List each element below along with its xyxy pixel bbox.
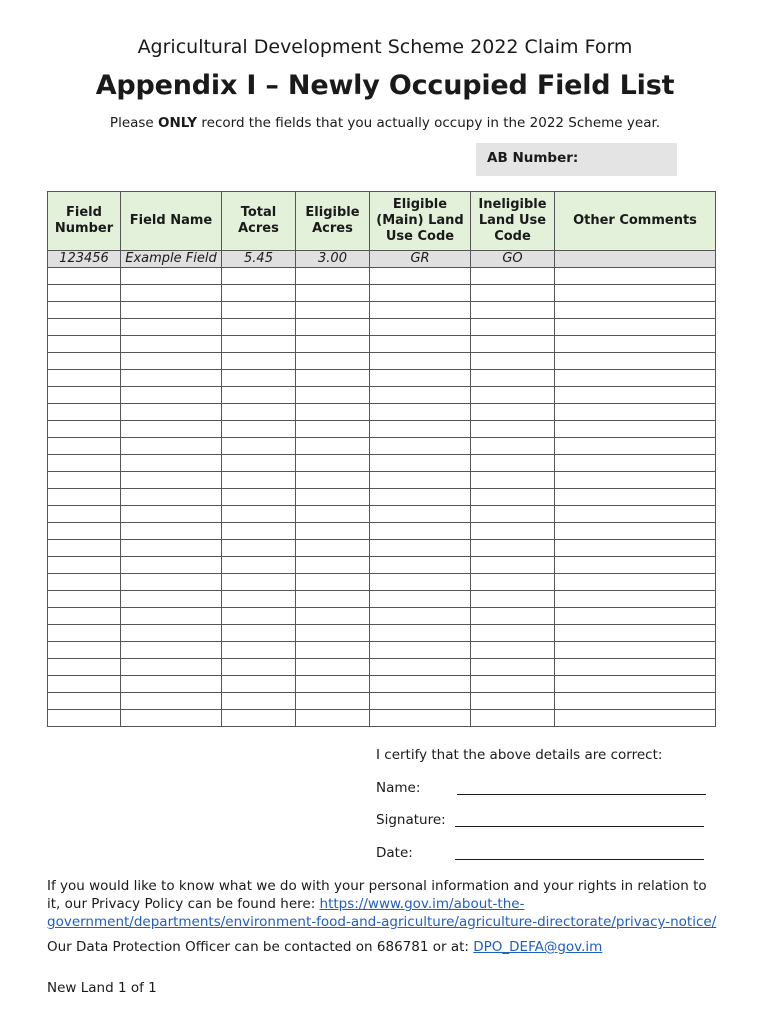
table-row <box>48 540 716 557</box>
table-row <box>48 591 716 608</box>
table-cell[interactable] <box>48 336 121 353</box>
table-cell[interactable] <box>555 574 716 591</box>
table-cell: Example Field <box>121 251 222 268</box>
table-cell[interactable] <box>222 336 296 353</box>
table-row <box>48 438 716 455</box>
table-row <box>48 710 716 727</box>
dpo-email-link[interactable]: DPO_DEFA@gov.im <box>473 939 603 955</box>
table-cell[interactable] <box>555 455 716 472</box>
table-cell[interactable] <box>222 268 296 285</box>
table-cell[interactable] <box>48 608 121 625</box>
table-cell[interactable] <box>48 421 121 438</box>
table-cell[interactable] <box>471 540 555 557</box>
table-cell[interactable] <box>370 353 471 370</box>
table-cell[interactable] <box>121 659 222 676</box>
table-cell[interactable] <box>471 693 555 710</box>
table-cell[interactable] <box>555 472 716 489</box>
table-cell[interactable] <box>471 370 555 387</box>
table-cell[interactable] <box>48 540 121 557</box>
table-cell[interactable] <box>222 574 296 591</box>
table-cell[interactable] <box>296 319 370 336</box>
table-cell[interactable] <box>370 489 471 506</box>
table-cell[interactable] <box>471 523 555 540</box>
certification-statement: I certify that the above details are correct: <box>376 747 663 763</box>
table-cell[interactable] <box>370 659 471 676</box>
table-cell[interactable] <box>222 676 296 693</box>
table-cell[interactable] <box>370 540 471 557</box>
table-cell[interactable] <box>222 455 296 472</box>
table-cell[interactable] <box>222 404 296 421</box>
table-cell[interactable] <box>48 438 121 455</box>
table-cell[interactable] <box>370 625 471 642</box>
table-cell[interactable] <box>296 353 370 370</box>
table-cell[interactable] <box>471 455 555 472</box>
signature-label: Signature: <box>376 812 446 828</box>
table-row <box>48 574 716 591</box>
table-row <box>48 608 716 625</box>
table-header-row <box>48 192 716 251</box>
table-cell[interactable] <box>370 676 471 693</box>
table-cell[interactable] <box>555 336 716 353</box>
table-row <box>48 336 716 353</box>
table-cell[interactable] <box>48 659 121 676</box>
table-row <box>48 455 716 472</box>
table-cell[interactable] <box>222 370 296 387</box>
table-cell[interactable] <box>48 489 121 506</box>
table-cell[interactable] <box>121 302 222 319</box>
table-cell[interactable] <box>471 438 555 455</box>
table-row <box>48 353 716 370</box>
table-cell[interactable] <box>222 608 296 625</box>
table-cell[interactable] <box>222 302 296 319</box>
table-cell[interactable] <box>555 625 716 642</box>
table-cell[interactable] <box>222 438 296 455</box>
table-cell[interactable] <box>471 353 555 370</box>
table-cell[interactable] <box>121 591 222 608</box>
table-cell[interactable] <box>48 693 121 710</box>
table-cell[interactable] <box>370 285 471 302</box>
field-list-table <box>47 191 716 727</box>
table-cell[interactable] <box>555 302 716 319</box>
table-cell[interactable] <box>121 285 222 302</box>
privacy-notice <box>47 877 717 931</box>
table-cell[interactable] <box>471 591 555 608</box>
ab-number-label: AB Number: <box>487 150 579 166</box>
table-cell[interactable] <box>121 676 222 693</box>
table-cell[interactable] <box>121 370 222 387</box>
table-cell[interactable] <box>296 523 370 540</box>
table-cell[interactable] <box>121 574 222 591</box>
table-cell[interactable] <box>370 591 471 608</box>
dpo-contact <box>47 939 602 955</box>
table-cell[interactable] <box>48 557 121 574</box>
table-cell[interactable] <box>370 404 471 421</box>
table-cell[interactable] <box>370 387 471 404</box>
table-cell[interactable] <box>121 472 222 489</box>
dpo-text: Our Data Protection Officer can be contacted on 686781 or at: <box>47 939 474 955</box>
table-cell[interactable] <box>555 676 716 693</box>
table-cell[interactable] <box>121 421 222 438</box>
table-row <box>48 523 716 540</box>
table-cell[interactable] <box>471 557 555 574</box>
table-cell[interactable] <box>48 302 121 319</box>
example-row <box>48 251 716 268</box>
table-cell[interactable] <box>48 353 121 370</box>
table-cell[interactable] <box>121 693 222 710</box>
table-cell[interactable] <box>121 438 222 455</box>
table-cell[interactable] <box>555 642 716 659</box>
table-cell[interactable] <box>555 659 716 676</box>
table-cell[interactable] <box>296 489 370 506</box>
table-cell[interactable] <box>471 404 555 421</box>
table-cell[interactable] <box>48 472 121 489</box>
table-row <box>48 625 716 642</box>
table-cell[interactable] <box>222 285 296 302</box>
table-row <box>48 370 716 387</box>
table-cell[interactable] <box>296 676 370 693</box>
table-cell[interactable] <box>222 540 296 557</box>
table-cell[interactable] <box>555 489 716 506</box>
name-label: Name: <box>376 780 421 796</box>
table-cell[interactable] <box>296 710 370 727</box>
table-cell[interactable] <box>471 302 555 319</box>
table-cell[interactable] <box>222 557 296 574</box>
table-cell[interactable] <box>296 574 370 591</box>
table-cell[interactable] <box>296 625 370 642</box>
table-cell[interactable] <box>121 319 222 336</box>
instruction-emphasis: ONLY <box>158 115 198 131</box>
table-cell[interactable] <box>296 642 370 659</box>
table-row <box>48 472 716 489</box>
privacy-policy-link[interactable]: https://www.gov.im/about-the-government/departments/environment-food-and-agriculture/agriculture-directorate/privacy-notice/ <box>47 896 717 930</box>
column-header: Ineligible Land Use Code <box>471 192 555 251</box>
table-cell[interactable] <box>471 608 555 625</box>
table-cell[interactable] <box>222 421 296 438</box>
table-cell[interactable] <box>555 370 716 387</box>
table-cell[interactable] <box>370 506 471 523</box>
table-cell[interactable] <box>48 387 121 404</box>
table-cell[interactable] <box>121 523 222 540</box>
table-cell[interactable] <box>222 523 296 540</box>
table-cell[interactable] <box>471 642 555 659</box>
date-label: Date: <box>376 845 413 861</box>
table-cell[interactable] <box>370 710 471 727</box>
table-cell[interactable] <box>296 438 370 455</box>
column-header: Field Number <box>48 192 121 251</box>
table-cell[interactable] <box>555 387 716 404</box>
table-cell[interactable] <box>296 336 370 353</box>
table-cell[interactable] <box>370 472 471 489</box>
instruction-text <box>0 115 770 131</box>
table-cell[interactable] <box>555 540 716 557</box>
table-cell[interactable] <box>121 540 222 557</box>
table-cell[interactable] <box>370 523 471 540</box>
table-cell[interactable] <box>296 455 370 472</box>
table-cell[interactable] <box>296 591 370 608</box>
table-cell[interactable] <box>48 370 121 387</box>
table-cell[interactable] <box>48 523 121 540</box>
table-cell[interactable] <box>555 285 716 302</box>
table-cell[interactable] <box>370 608 471 625</box>
table-cell[interactable] <box>471 336 555 353</box>
table-row <box>48 285 716 302</box>
table-row <box>48 659 716 676</box>
table-cell[interactable] <box>370 268 471 285</box>
table-row <box>48 387 716 404</box>
table-cell[interactable] <box>370 370 471 387</box>
table-cell[interactable] <box>48 268 121 285</box>
table-cell[interactable] <box>555 353 716 370</box>
table-cell[interactable] <box>370 557 471 574</box>
table-cell[interactable] <box>555 591 716 608</box>
table-row <box>48 421 716 438</box>
table-cell[interactable] <box>555 608 716 625</box>
table-cell[interactable] <box>471 710 555 727</box>
table-cell[interactable] <box>555 268 716 285</box>
table-cell[interactable] <box>296 659 370 676</box>
table-row <box>48 404 716 421</box>
table-cell[interactable] <box>555 557 716 574</box>
table-row <box>48 557 716 574</box>
name-input-line[interactable] <box>457 794 706 795</box>
ab-number-field[interactable] <box>476 143 677 176</box>
table-cell[interactable] <box>48 455 121 472</box>
table-cell[interactable] <box>121 625 222 642</box>
table-cell[interactable] <box>121 353 222 370</box>
table-cell[interactable] <box>471 285 555 302</box>
table-cell[interactable] <box>121 489 222 506</box>
table-cell[interactable] <box>370 642 471 659</box>
privacy-text: If you would like to know what we do with your personal information and your rights in relation to it, our Privacy Policy can be found here: <box>47 878 707 912</box>
table-cell[interactable] <box>555 506 716 523</box>
table-cell[interactable] <box>222 387 296 404</box>
table-cell[interactable] <box>48 319 121 336</box>
table-cell[interactable] <box>471 506 555 523</box>
table-cell[interactable] <box>222 710 296 727</box>
table-cell[interactable] <box>121 336 222 353</box>
table-cell[interactable] <box>48 506 121 523</box>
column-header: Eligible Acres <box>296 192 370 251</box>
table-cell[interactable] <box>222 506 296 523</box>
table-row <box>48 693 716 710</box>
table-cell[interactable] <box>48 574 121 591</box>
table-cell[interactable] <box>296 557 370 574</box>
table-cell[interactable] <box>222 472 296 489</box>
table-cell[interactable] <box>48 591 121 608</box>
table-cell[interactable] <box>121 557 222 574</box>
table-cell[interactable] <box>471 268 555 285</box>
table-cell[interactable] <box>48 404 121 421</box>
table-cell[interactable] <box>121 404 222 421</box>
table-cell[interactable] <box>222 693 296 710</box>
table-cell[interactable] <box>296 472 370 489</box>
table-cell[interactable] <box>370 302 471 319</box>
signature-input-line[interactable] <box>455 826 704 827</box>
table-cell[interactable] <box>555 523 716 540</box>
page-footer: New Land 1 of 1 <box>47 980 157 996</box>
table-cell[interactable] <box>296 506 370 523</box>
table-cell[interactable] <box>222 319 296 336</box>
table-row <box>48 268 716 285</box>
instruction-prefix: Please <box>109 115 159 131</box>
column-header: Eligible (Main) Land Use Code <box>370 192 471 251</box>
column-header: Total Acres <box>222 192 296 251</box>
table-cell: 3.00 <box>296 251 370 268</box>
table-cell[interactable] <box>471 319 555 336</box>
table-cell[interactable] <box>222 591 296 608</box>
table-cell[interactable] <box>296 540 370 557</box>
table-cell[interactable] <box>222 625 296 642</box>
table-cell[interactable] <box>370 455 471 472</box>
table-cell[interactable] <box>222 642 296 659</box>
table-cell[interactable] <box>48 642 121 659</box>
instruction-suffix: record the fields that you actually occupy in the 2022 Scheme year. <box>197 115 661 131</box>
table-cell[interactable] <box>296 370 370 387</box>
appendix-title: Appendix I – Newly Occupied Field List <box>95 70 675 101</box>
table-cell[interactable] <box>471 472 555 489</box>
table-cell[interactable] <box>296 268 370 285</box>
table-cell[interactable] <box>296 387 370 404</box>
table-cell[interactable] <box>555 693 716 710</box>
table-cell[interactable] <box>471 421 555 438</box>
table-cell[interactable] <box>296 421 370 438</box>
table-row <box>48 319 716 336</box>
table-cell[interactable] <box>222 659 296 676</box>
table-row <box>48 676 716 693</box>
table-cell[interactable] <box>471 574 555 591</box>
table-cell[interactable] <box>121 642 222 659</box>
form-title: Agricultural Development Scheme 2022 Claim Form <box>137 36 633 58</box>
table-row <box>48 302 716 319</box>
table-cell[interactable] <box>121 608 222 625</box>
table-cell[interactable] <box>471 489 555 506</box>
table-cell[interactable] <box>471 625 555 642</box>
table-cell[interactable] <box>555 421 716 438</box>
table-cell[interactable] <box>471 676 555 693</box>
table-cell[interactable] <box>48 285 121 302</box>
table-row <box>48 642 716 659</box>
table-row <box>48 489 716 506</box>
table-row <box>48 506 716 523</box>
table-cell[interactable] <box>222 489 296 506</box>
date-input-line[interactable] <box>455 859 704 860</box>
table-cell[interactable] <box>370 421 471 438</box>
table-cell: 5.45 <box>222 251 296 268</box>
table-cell[interactable] <box>296 693 370 710</box>
table-cell[interactable] <box>370 693 471 710</box>
table-cell[interactable] <box>296 404 370 421</box>
table-cell[interactable] <box>121 387 222 404</box>
table-cell[interactable] <box>296 302 370 319</box>
table-cell[interactable] <box>555 710 716 727</box>
table-cell[interactable] <box>121 455 222 472</box>
table-cell[interactable] <box>555 438 716 455</box>
table-cell[interactable] <box>48 676 121 693</box>
table-cell[interactable] <box>555 404 716 421</box>
table-cell: GO <box>471 251 555 268</box>
table-cell[interactable] <box>296 285 370 302</box>
table-cell[interactable] <box>471 659 555 676</box>
table-cell[interactable] <box>296 608 370 625</box>
table-cell[interactable] <box>370 438 471 455</box>
column-header: Field Name <box>121 192 222 251</box>
table-cell[interactable] <box>121 710 222 727</box>
table-cell[interactable] <box>121 506 222 523</box>
table-cell[interactable] <box>370 574 471 591</box>
table-cell[interactable] <box>555 319 716 336</box>
table-cell[interactable] <box>370 319 471 336</box>
table-cell: 123456 <box>48 251 121 268</box>
table-cell: GR <box>370 251 471 268</box>
column-header: Other Comments <box>555 192 716 251</box>
table-cell[interactable] <box>222 353 296 370</box>
table-cell[interactable] <box>48 710 121 727</box>
table-cell[interactable] <box>471 387 555 404</box>
table-cell[interactable] <box>121 268 222 285</box>
table-cell[interactable] <box>370 336 471 353</box>
table-cell[interactable] <box>48 625 121 642</box>
table-cell <box>555 251 716 268</box>
